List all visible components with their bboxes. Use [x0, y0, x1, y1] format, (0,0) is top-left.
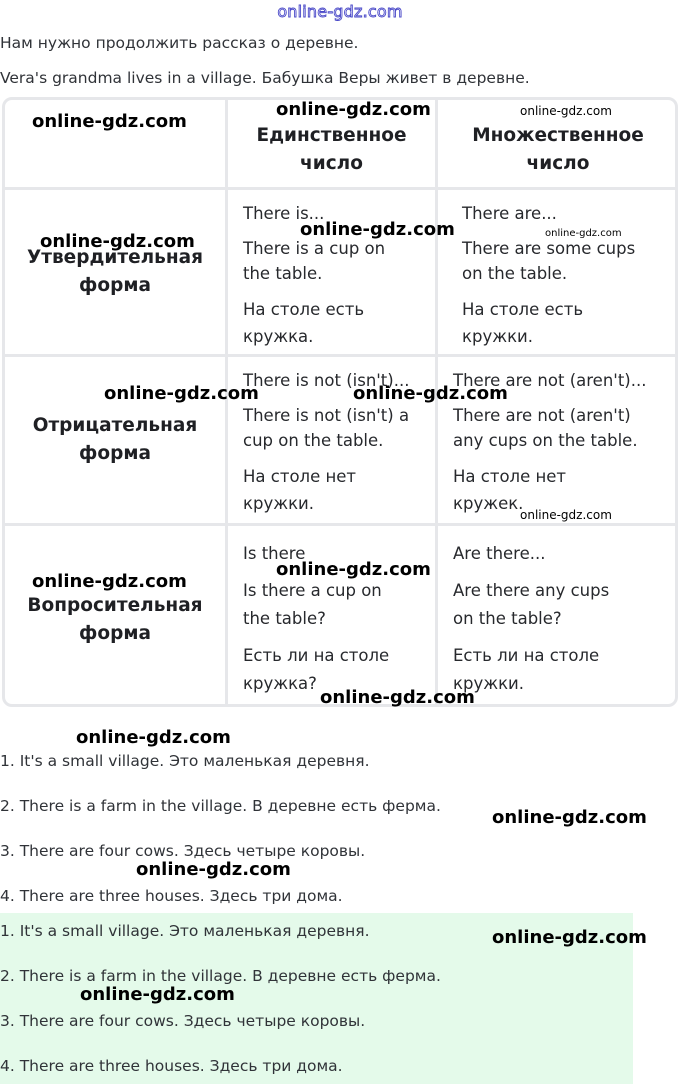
row-header-line: Утвердительная [26, 247, 204, 268]
translation-text: На столе нет [243, 467, 357, 486]
watermark: online-gdz.com [520, 508, 612, 522]
pattern-text: There is... [243, 204, 325, 223]
watermark: online-gdz.com [520, 104, 612, 118]
table-divider [5, 187, 675, 190]
column-header-line: Единственное [256, 125, 407, 146]
translation-text: кружка. [243, 327, 314, 346]
example-text: on the table? [453, 609, 562, 628]
answer-line: 1. It's a small village. Это маленькая деревня. [0, 752, 370, 770]
example-text: Is there a cup on [243, 581, 382, 600]
answer-line-highlighted: 3. There are four cows. Здесь четыре коровы. [0, 1012, 366, 1030]
translation-text: кружки. [462, 327, 534, 346]
translation-text: На столе нет [453, 467, 567, 486]
site-logo[interactable]: online-gdz.com [277, 2, 403, 21]
example-text: There are not (aren't) [453, 406, 631, 425]
example-text: There are some cups [462, 239, 636, 258]
pattern-text: There are not (aren't)... [453, 371, 647, 390]
translation-text: На столе есть [243, 300, 365, 319]
translation-text: кружек. [453, 494, 524, 513]
row-header-line: форма [79, 275, 151, 296]
translation-text: Есть ли на столе [243, 646, 390, 665]
watermark: online-gdz.com [40, 231, 195, 252]
watermark: online-gdz.com [300, 219, 455, 240]
watermark: online-gdz.com [545, 228, 622, 239]
translation-text: кружки. [453, 674, 525, 693]
row-header-line: форма [79, 623, 151, 644]
answer-line-highlighted: 2. There is a farm in the village. В деревне есть ферма. [0, 967, 441, 985]
example-text: any cups on the table. [453, 431, 638, 450]
watermark: online-gdz.com [276, 99, 431, 120]
answer-line: 2. There is a farm in the village. В деревне есть ферма. [0, 797, 441, 815]
translation-text: кружка? [243, 674, 317, 693]
example-text: the table. [243, 264, 323, 283]
watermark: online-gdz.com [353, 383, 508, 404]
watermark: online-gdz.com [136, 859, 291, 880]
intro-example: Vera's grandma lives in a village. Бабушка Веры живет в деревне. [0, 69, 530, 87]
pattern-text: There are... [462, 204, 557, 223]
watermark: online-gdz.com [320, 687, 475, 708]
column-header-line: Множественное [472, 125, 644, 146]
answer-line: 4. There are three houses. Здесь три дома. [0, 887, 343, 905]
table-divider [5, 354, 675, 357]
column-header-line: число [526, 153, 590, 174]
row-header-affirmative [5, 230, 225, 314]
row-header-interrogative [5, 578, 225, 662]
answer-line: 3. There are four cows. Здесь четыре коровы. [0, 842, 366, 860]
intro-text: Нам нужно продолжить рассказ о деревне. [0, 34, 359, 52]
pattern-text: Are there... [453, 544, 546, 563]
column-header-plural [438, 122, 678, 178]
grammar-table [2, 97, 678, 707]
row-header-line: Отрицательная [32, 415, 198, 436]
table-divider [435, 100, 438, 704]
pattern-text: Is there [243, 544, 306, 563]
row-header-negative [5, 398, 225, 482]
column-header-singular [228, 122, 435, 178]
translation-text: Есть ли на столе [453, 646, 600, 665]
example-text: There is a cup on [243, 239, 386, 258]
row-header-line: форма [79, 443, 151, 464]
watermark: online-gdz.com [32, 111, 187, 132]
answer-line-highlighted: 4. There are three houses. Здесь три дома. [0, 1057, 343, 1075]
watermark: online-gdz.com [32, 571, 187, 592]
example-text: the table? [243, 609, 326, 628]
watermark: online-gdz.com [276, 559, 431, 580]
watermark: online-gdz.com [80, 984, 235, 1005]
translation-text: кружки. [243, 494, 315, 513]
example-text: cup on the table. [243, 431, 384, 450]
row-header-line: Вопросительная [27, 595, 203, 616]
watermark: online-gdz.com [76, 727, 231, 748]
table-divider [5, 523, 675, 526]
example-text: Are there any cups [453, 581, 610, 600]
watermark: online-gdz.com [492, 807, 647, 828]
translation-text: На столе есть [462, 300, 584, 319]
table-divider [225, 100, 228, 704]
column-header-line: число [300, 153, 363, 174]
watermark: online-gdz.com [492, 927, 647, 948]
watermark: online-gdz.com [104, 383, 259, 404]
example-text: There is not (isn't) a [243, 406, 410, 425]
answer-line-highlighted: 1. It's a small village. Это маленькая деревня. [0, 922, 370, 940]
pattern-text: There is not (isn't)... [243, 371, 410, 390]
example-text: on the table. [462, 264, 568, 283]
